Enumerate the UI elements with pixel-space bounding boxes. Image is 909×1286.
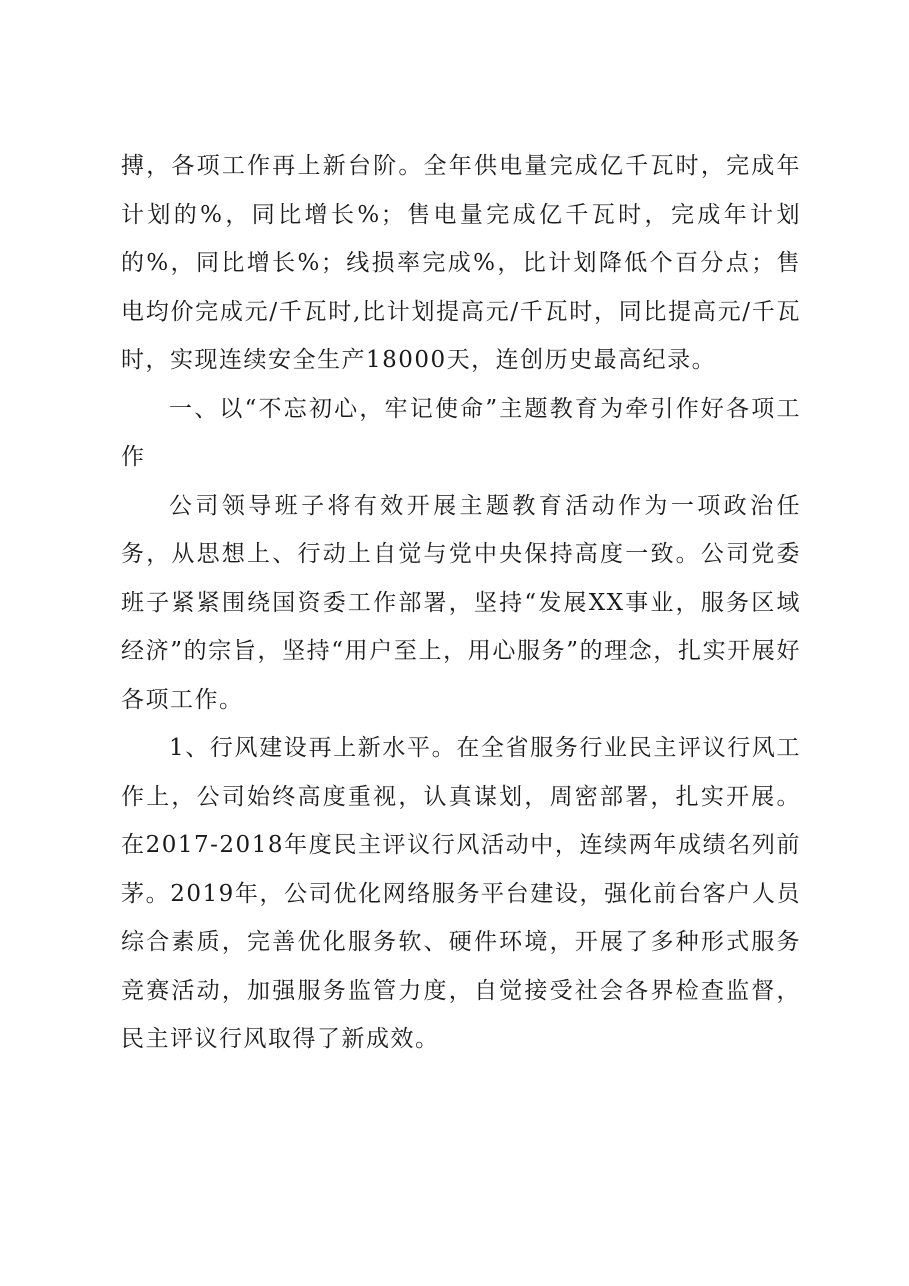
paragraph-style-building: 1、行风建设再上新水平。在全省服务行业民主评议行风工作上，公司始终高度重视，认真谋划，周密部署，扎实开展。在2017-2018年度民主评议行风活动中，连续两年成绩名列前茅。2019年，公司优化网络服务平台建设，强化前台客户人员综合素质，完善优化服务软、硬件环境，开展了多种形式服务竞赛活动，加强服务监管力度，自觉接受社会各界检查监督，民主评议行风取得了新成效。 bbox=[121, 735, 801, 1052]
section-heading: 一、以“不忘初心，牢记使命”主题教育为牵引作好各项工作 bbox=[121, 395, 801, 470]
paragraph-leadership: 公司领导班子将有效开展主题教育活动作为一项政治任务，从思想上、行动上自觉与党中央保持高度一致。公司党委班子紧紧围绕国资委工作部署，坚持“发展XX事业，服务区域经济”的宗旨，坚持“用户至上，用心服务”的理念，扎实开展好各项工作。 bbox=[121, 492, 801, 713]
document-body bbox=[121, 142, 801, 1064]
paragraph-continuation: 搏，各项工作再上新台阶。全年供电量完成亿千瓦时，完成年计划的%，同比增长%；售电量完成亿千瓦时，完成年计划的%，同比增长%；线损率完成%，比计划降低个百分点；售电均价完成元/千瓦时,比计划提高元/千瓦时，同比提高元/千瓦时，实现连续安全生产18000天，连创历史最高纪录。 bbox=[121, 153, 801, 373]
